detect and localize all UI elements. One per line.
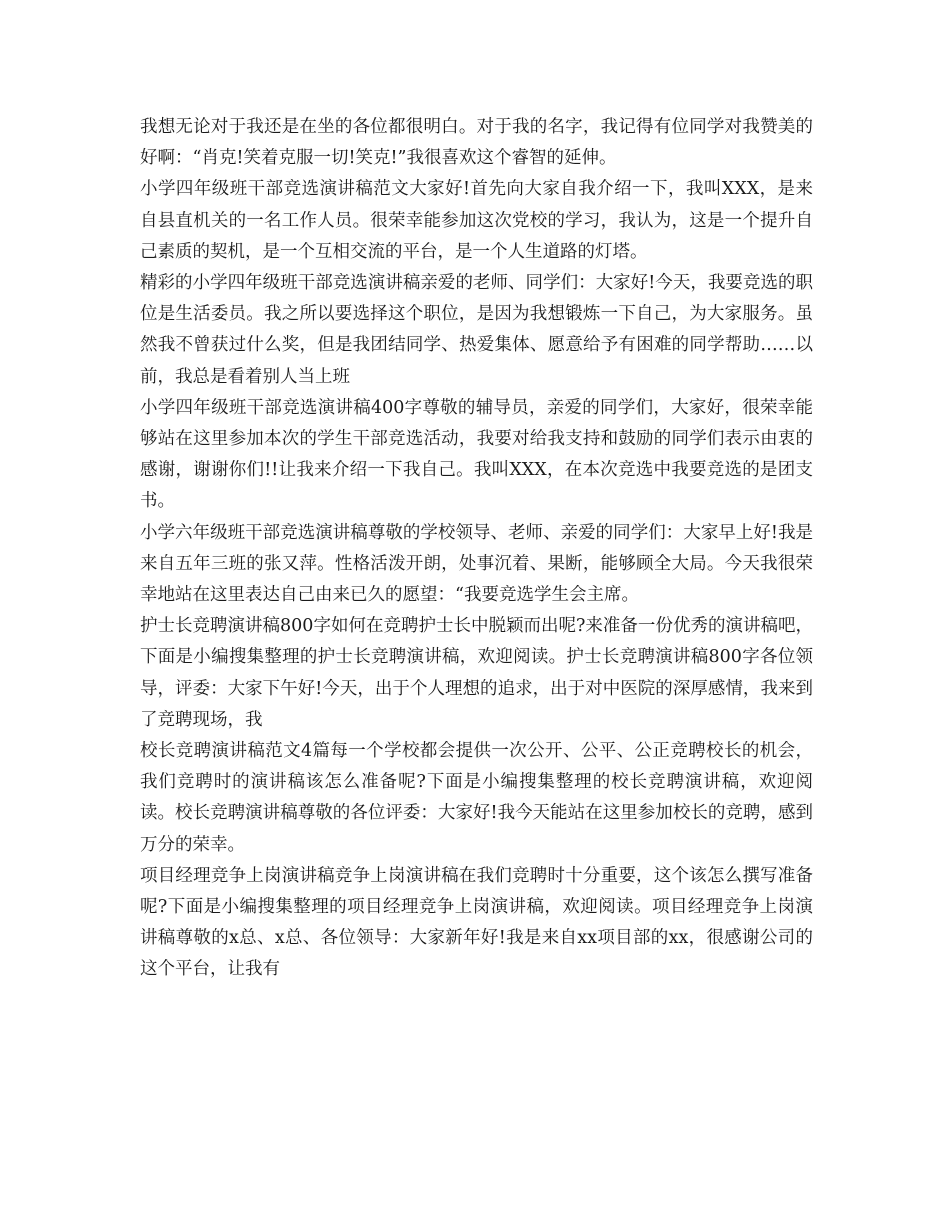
- paragraph-7: 校长竞聘演讲稿范文4篇每一个学校都会提供一次公开、公平、公正竞聘校长的机会，我们竞聘时的演讲稿该怎么准备呢?下面是小编搜集整理的校长竞聘演讲稿，欢迎阅读。校长竞聘演讲稿尊敬的各位评委：大家好!我今天能站在这里参加校长的竞聘，感到万分的荣幸。: [140, 741, 813, 855]
- paragraph-2: 小学四年级班干部竞选演讲稿范文大家好!首先向大家自我介绍一下，我叫XXX，是来自县直机关的一名工作人员。很荣幸能参加这次党校的学习，我认为，这是一个提升自己素质的契机，是一个互相交流的平台，是一个人生道路的灯塔。: [140, 179, 813, 262]
- paragraph-1: 我想无论对于我还是在坐的各位都很明白。对于我的名字，我记得有位同学对我赞美的好啊：“肖克!笑着克服一切!笑克!”我很喜欢这个睿智的延伸。: [140, 117, 813, 169]
- paragraph-5: 小学六年级班干部竞选演讲稿尊敬的学校领导、老师、亲爱的同学们：大家早上好!我是来自五年三班的张又萍。性格活泼开朗，处事沉着、果断，能够顾全大局。今天我很荣幸地站在这里表达自己由来已久的愿望：“我要竞选学生会主席。: [140, 522, 813, 606]
- paragraph-4: 小学四年级班干部竞选演讲稿400字尊敬的辅导员，亲爱的同学们，大家好，很荣幸能够站在这里参加本次的学生干部竞选活动，我要对给我支持和鼓励的同学们表示由衷的感谢，谢谢你们!!让我来介绍一下我自己。我叫XXX，在本次竞选中我要竞选的是团支书。: [140, 397, 813, 512]
- document-body: [140, 112, 813, 986]
- paragraph-6: 护士长竞聘演讲稿800字如何在竞聘护士长中脱颖而出呢?来准备一份优秀的演讲稿吧，下面是小编搜集整理的护士长竞聘演讲稿，欢迎阅读。护士长竞聘演讲稿800字各位领导，评委：大家下午好!今天，出于个人理想的追求，出于对中医院的深厚感情，我来到了竞聘现场，我: [140, 616, 813, 730]
- paragraph-8: 项目经理竞争上岗演讲稿竞争上岗演讲稿在我们竞聘时十分重要，这个该怎么撰写准备呢?下面是小编搜集整理的项目经理竞争上岗演讲稿，欢迎阅读。项目经理竞争上岗演讲稿尊敬的x总、x总、各位领导：大家新年好!我是来自xx项目部的xx，很感谢公司的这个平台，让我有: [140, 865, 813, 980]
- paragraph-3: 精彩的小学四年级班干部竞选演讲稿亲爱的老师、同学们：大家好!今天，我要竞选的职位是生活委员。我之所以要选择这个职位，是因为我想锻炼一下自己，为大家服务。虽然我不曾获过什么奖，但是我团结同学、热爱集体、愿意给予有困难的同学帮助……以前，我总是看着别人当上班: [140, 273, 813, 387]
